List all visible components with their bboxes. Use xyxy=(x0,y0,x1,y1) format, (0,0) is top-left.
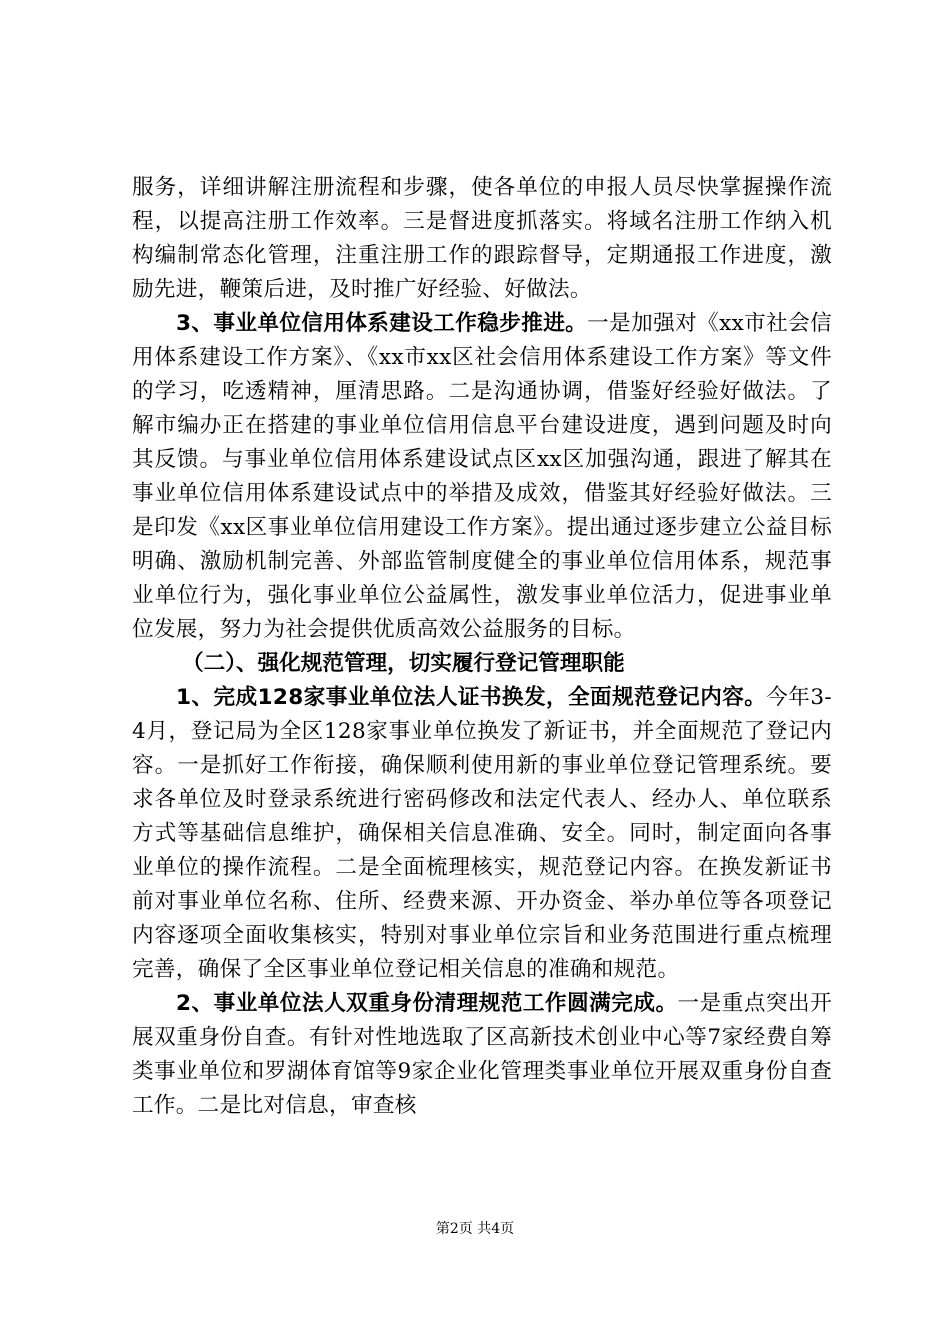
paragraph-text: 服务，详细讲解注册流程和步骤，使各单位的申报人员尽快掌握操作流程，以提高注册工作效率。三是督进度抓落实。将域名注册工作纳入机构编制常态化管理，注重注册工作的跟踪督导，定期通报工作进度，激励先进，鞭策后进，及时推广好经验、好做法。 xyxy=(132,175,832,302)
paragraph-lead: 2、事业单位法人双重身份清理规范工作圆满完成。 xyxy=(176,991,678,1016)
paragraph-text: 一是加强对《xx市社会信用体系建设工作方案》、《xx市xx区社会信用体系建设工作方案》等文件的学习，吃透精神，厘清思路。二是沟通协调，借鉴好经验好做法。了解市编办正在搭建的事业单位信用信息平台建设进度，遇到问题及时向其反馈。与事业单位信用体系建设试点区xx区加强沟通，跟进了解其在事业单位信用体系建设试点中的举措及成效，借鉴其好经验好做法。三是印发《xx区事业单位信用建设工作方案》。提出通过逐步建立公益目标明确、激励机制完善、外部监管制度健全的事业单位信用体系，规范事业单位行为，强化事业单位公益属性，激发事业单位活力，促进事业单位发展，努力为社会提供优质高效公益服务的目标。 xyxy=(132,311,832,642)
document-body xyxy=(132,171,832,1123)
paragraph-lead: 3、事业单位信用体系建设工作稳步推进。 xyxy=(176,311,588,336)
paragraph-certificate-renewal xyxy=(132,681,832,987)
section-heading: （二）、强化规范管理，切实履行登记管理职能 xyxy=(182,651,625,676)
paragraph-credit-system xyxy=(132,307,832,647)
paragraph-continuation xyxy=(132,171,832,307)
paragraph-dual-identity xyxy=(132,987,832,1123)
paragraph-text: 一是重点突出开展双重身份自查。有针对性地选取了区高新技术创业中心等7家经费自筹类事业单位和罗湖体育馆等9家企业化管理类事业单位开展双重身份自查工作。二是比对信息，审查核 xyxy=(132,991,832,1118)
paragraph-lead: 1、完成128家事业单位法人证书换发，全面规范登记内容。 xyxy=(176,685,767,710)
page-footer: 第2页 共4页 xyxy=(435,1221,515,1237)
paragraph-text: 今年3-4月，登记局为全区128家事业单位换发了新证书，并全面规范了登记内容。一是抓好工作衔接，确保顺利使用新的事业单位登记管理系统。要求各单位及时登录系统进行密码修改和法定代表人、经办人、单位联系方式等基础信息维护，确保相关信息准确、安全。同时，制定面向各事业单位的操作流程。二是全面梳理核实，规范登记内容。在换发新证书前对事业单位名称、住所、经费来源、开办资金、举办单位等各项登记内容逐项全面收集核实，特别对事业单位宗旨和业务范围进行重点梳理完善，确保了全区事业单位登记相关信息的准确和规范。 xyxy=(132,685,832,982)
